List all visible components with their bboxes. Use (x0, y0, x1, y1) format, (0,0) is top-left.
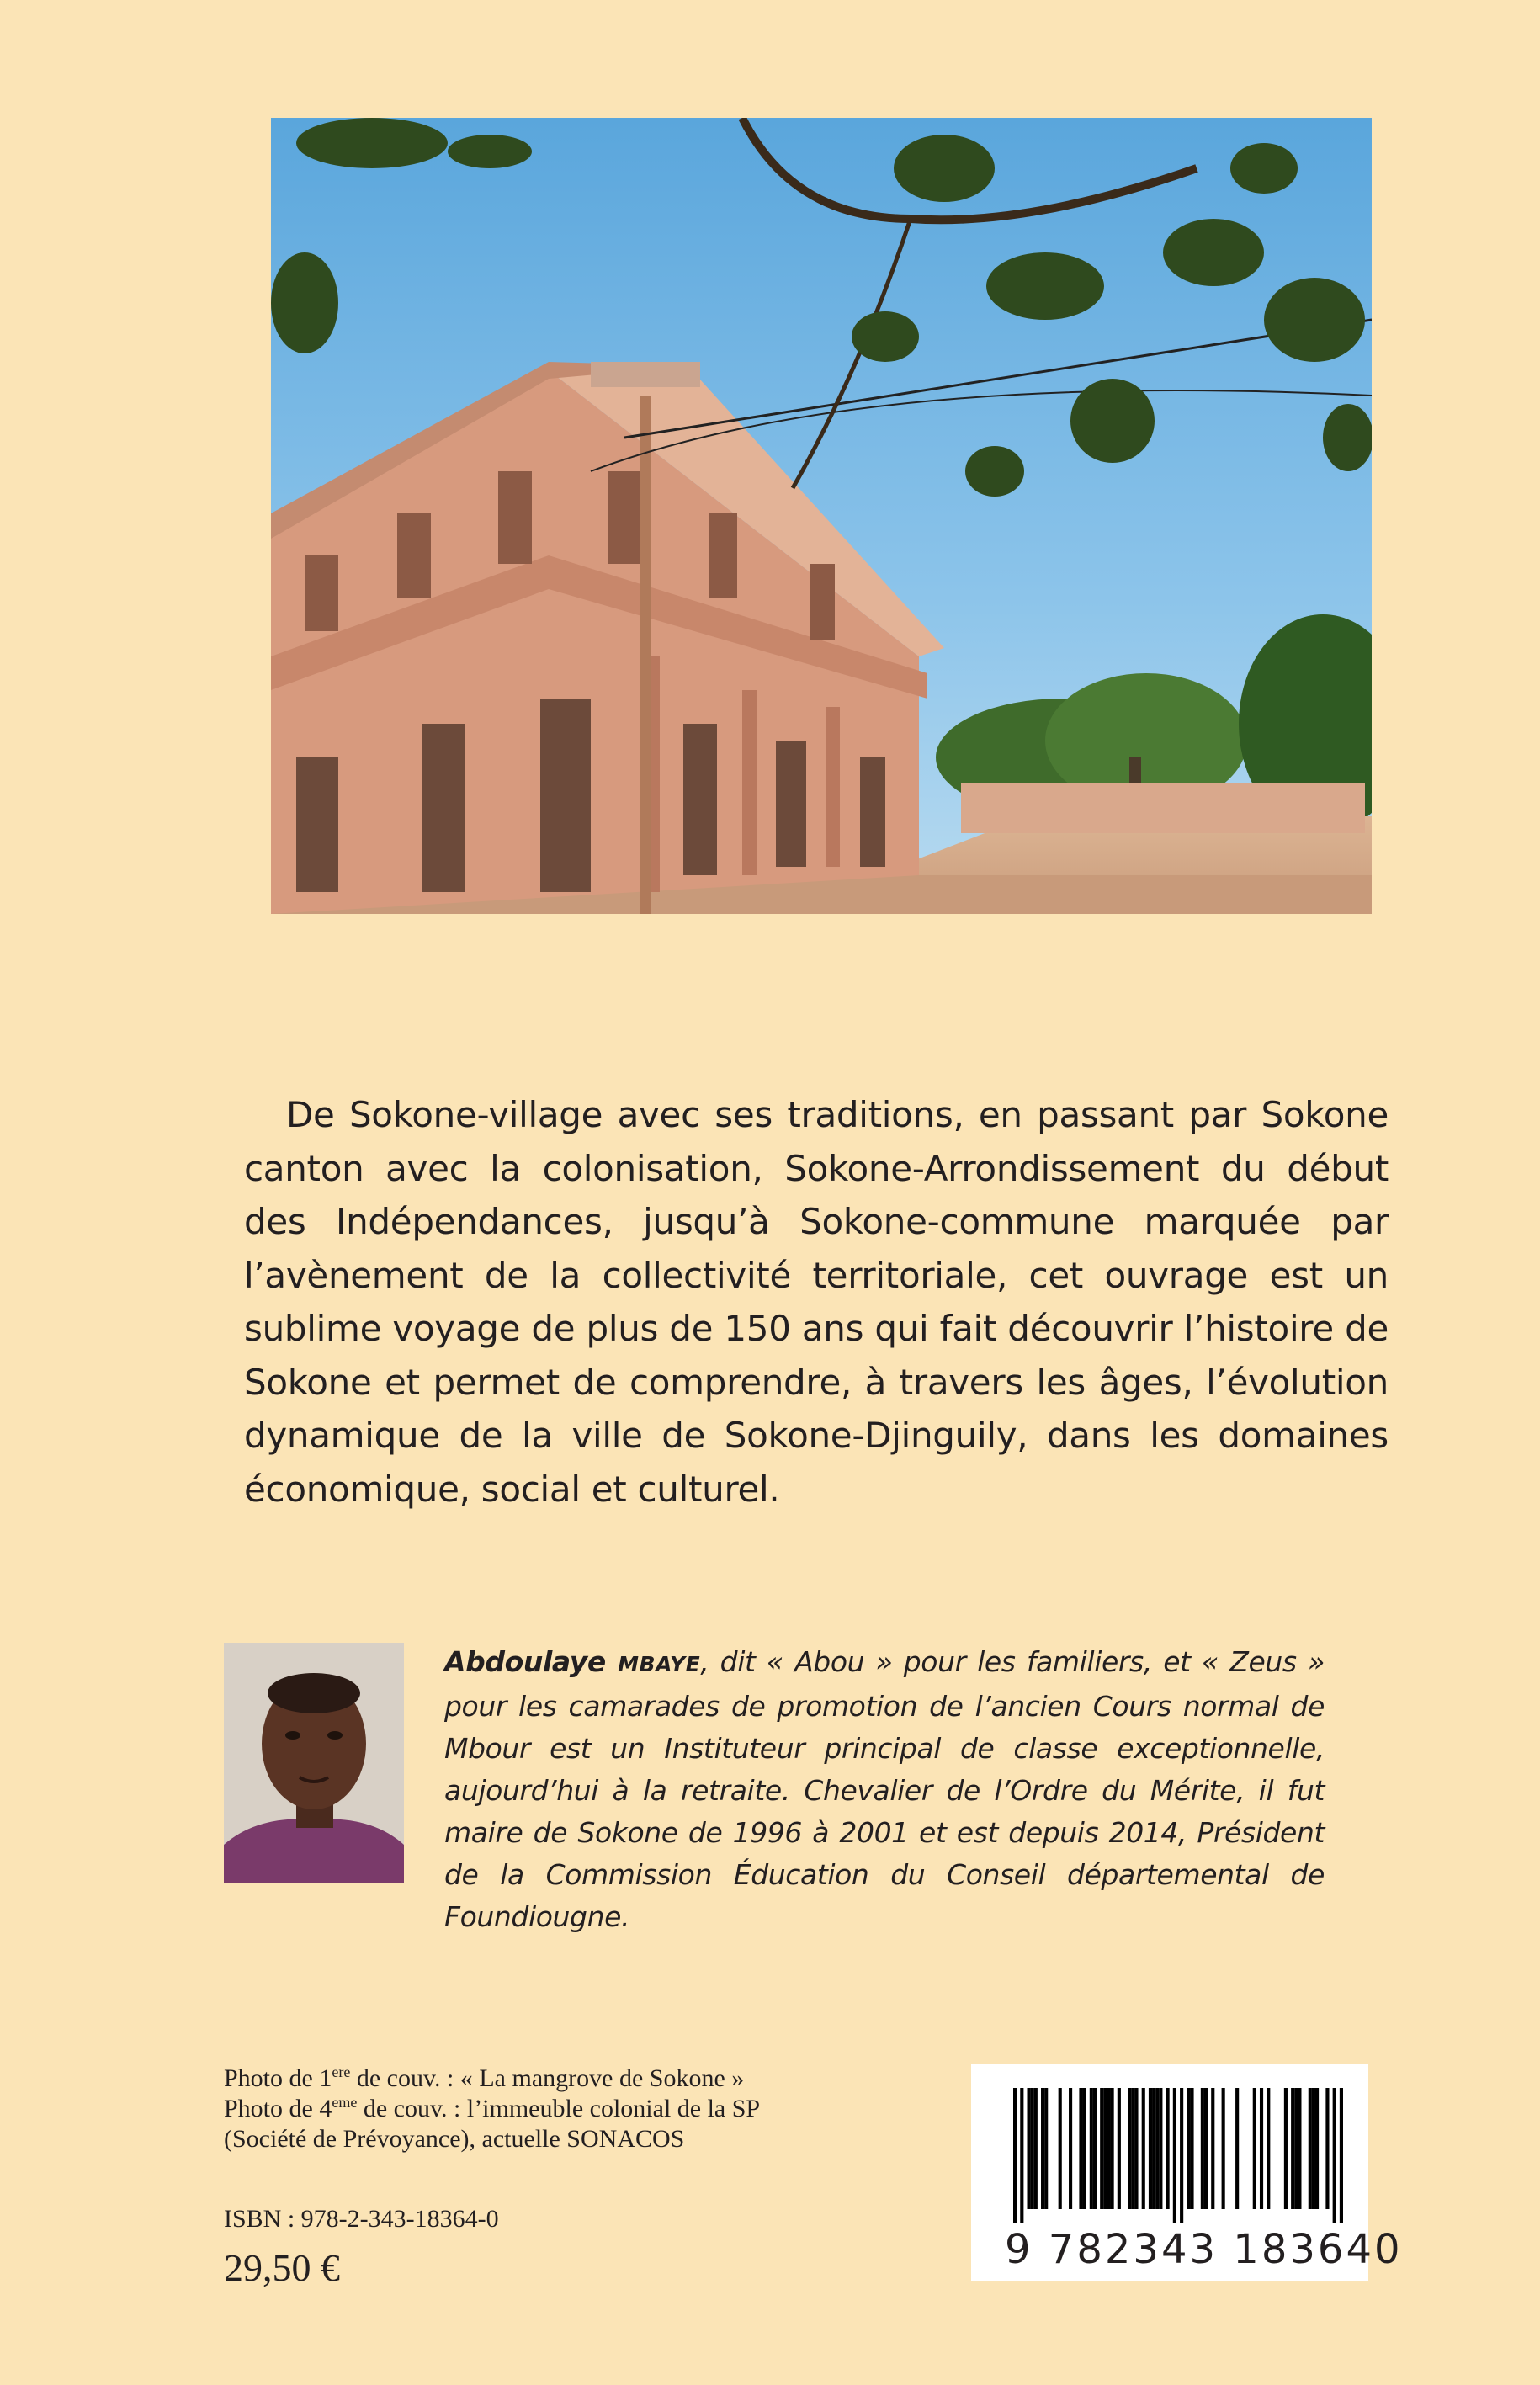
barcode-bar (1020, 2088, 1023, 2223)
credit-line-2: Photo de 4eme de couv. : l’immeuble colonial de la SP (224, 2094, 761, 2122)
barcode-icon (1013, 2088, 1343, 2223)
credit-line-3: (Société de Prévoyance), actuelle SONACOS (224, 2125, 685, 2153)
author-first-name: Abdoulaye (444, 1645, 619, 1678)
photo-credits (224, 2064, 880, 2154)
barcode-bar (1180, 2088, 1183, 2223)
barcode-bar (1260, 2088, 1263, 2209)
barcode-bar (1128, 2088, 1131, 2209)
barcode-bar (1267, 2088, 1270, 2209)
barcode-bar (1204, 2088, 1208, 2209)
barcode-bar (1235, 2088, 1239, 2209)
barcode-bar (1131, 2088, 1134, 2209)
barcode-bar (1079, 2088, 1082, 2209)
barcode-bar (1284, 2088, 1288, 2209)
barcode-bar (1142, 2088, 1145, 2209)
barcode-bar (1222, 2088, 1225, 2209)
barcode-bar (1111, 2088, 1114, 2209)
barcode-bar (1103, 2088, 1107, 2209)
barcode-bar (1083, 2088, 1086, 2209)
barcode-bar (1211, 2088, 1214, 2209)
barcode-bar (1034, 2088, 1038, 2209)
colonial-building-photo-icon (271, 118, 1372, 914)
barcode-bar (1253, 2088, 1256, 2209)
barcode-bar (1294, 2088, 1298, 2209)
barcode (971, 2064, 1403, 2281)
barcode-bar (1187, 2088, 1190, 2209)
barcode-bar (1013, 2088, 1017, 2223)
barcode-bar (1149, 2088, 1152, 2209)
barcode-bar (1031, 2088, 1034, 2209)
cover-photo (271, 118, 1372, 914)
barcode-bar (1107, 2088, 1110, 2209)
isbn: ISBN : 978-2-343-18364-0 (224, 2205, 499, 2233)
barcode-bar (1291, 2088, 1294, 2209)
author-bio-text: , dit « Abou » pour les familiers, et « Zeus » pour les camarades de promotion de l’ancien Cours normal de Mbour est un Instituteur principal de classe exceptionnelle, aujourd’hui à la retraite. Chevalier de l’Ordre du Mérite, il fut maire de Sokone de 1996 à 2001 et est depuis 2014, Président de la Commission Éducation du Conseil départemental de Foundiougne. (444, 1645, 1325, 1933)
author-portrait-icon (224, 1643, 404, 1883)
barcode-bar (1315, 2088, 1319, 2209)
barcode-bar (1093, 2088, 1097, 2209)
barcode-bar (1312, 2088, 1315, 2209)
barcode-bar (1333, 2088, 1336, 2223)
barcode-bar (1159, 2088, 1162, 2209)
author-portrait (224, 1643, 404, 1883)
author-bio (444, 1641, 1325, 1938)
barcode-bar (1340, 2088, 1343, 2223)
author-last-name: MBAYE (618, 1652, 701, 1676)
barcode-bar (1325, 2088, 1329, 2209)
barcode-bar (1173, 2088, 1176, 2223)
barcode-bar (1118, 2088, 1121, 2209)
barcode-bar (1134, 2088, 1138, 2209)
barcode-bar (1166, 2088, 1170, 2209)
barcode-bar (1044, 2088, 1048, 2209)
barcode-bar (1155, 2088, 1159, 2209)
barcode-bar (1190, 2088, 1193, 2209)
barcode-digits: 9 782343 183640 (1005, 2226, 1403, 2273)
barcode-bar (1090, 2088, 1093, 2209)
barcode-bar (1028, 2088, 1031, 2209)
back-cover-blurb: De Sokone-village avec ses traditions, en passant par Sokone canton avec la colonisation, Sokone-Arrondissement du début des Indépendances, jusqu’à Sokone-commune marquée par l’avènement de la collectivité territoriale, cet ouvrage est un sublime voyage de plus de 150 ans qui fait découvrir l’histoire de Sokone et permet de comprendre, à travers les âges, l’évolution dynamique de la ville de Sokone-Djinguily, dans les domaines économique, social et culturel. (244, 1094, 1389, 1510)
credit-line-1: Photo de 1ere de couv. : « La mangrove de Sokone » (224, 2064, 745, 2092)
barcode-bar (1298, 2088, 1301, 2209)
price: 29,50 € (224, 2246, 340, 2289)
barcode-bar (1309, 2088, 1312, 2209)
barcode-bar (1041, 2088, 1044, 2209)
barcode-bar (1152, 2088, 1155, 2209)
barcode-bar (1100, 2088, 1103, 2209)
barcode-bar (1059, 2088, 1062, 2209)
barcode-bar (1069, 2088, 1072, 2209)
barcode-bar (1201, 2088, 1204, 2209)
